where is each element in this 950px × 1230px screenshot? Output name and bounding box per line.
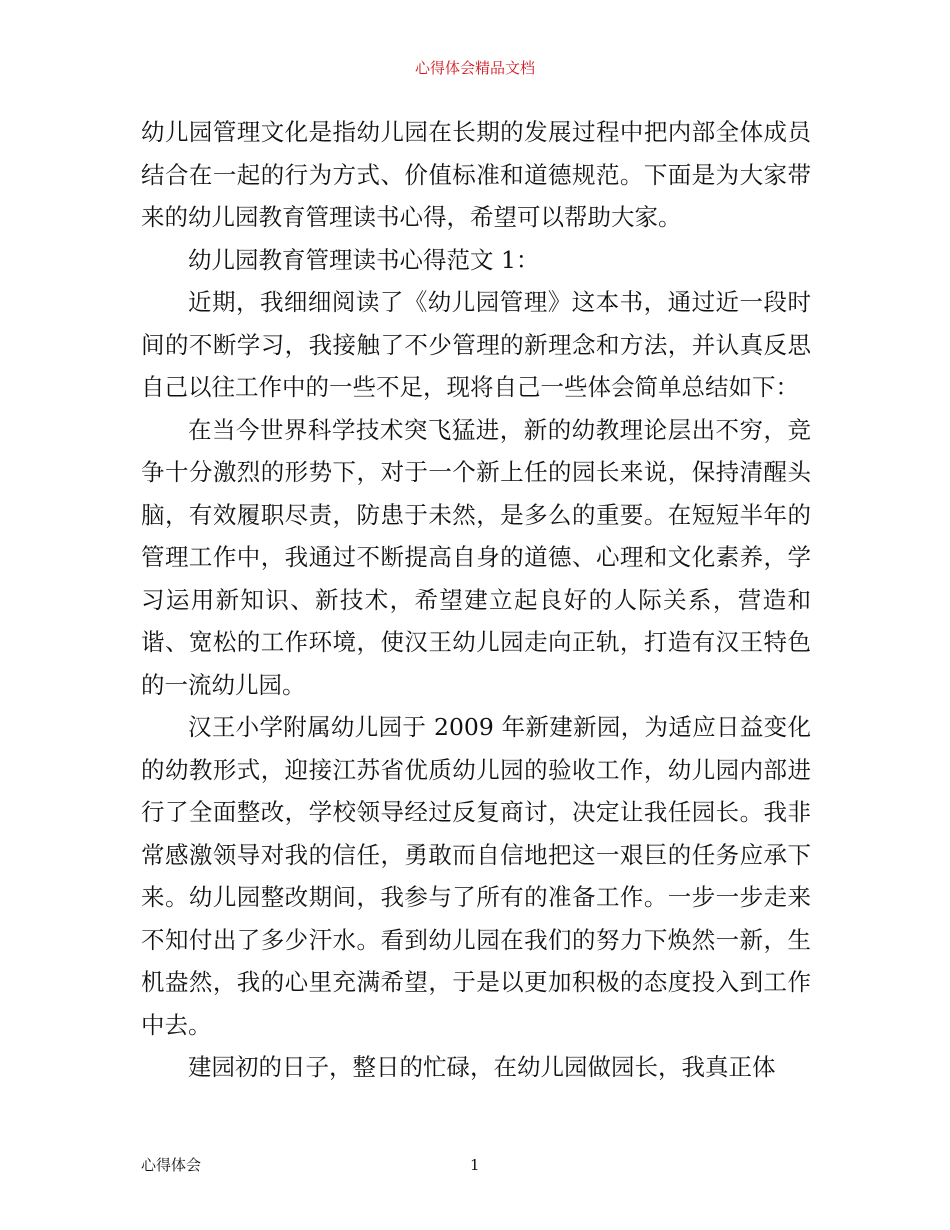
paragraph-intro: 幼儿园管理文化是指幼儿园在长期的发展过程中把内部全体成员结合在一起的行为方式、价值标准和道德规范。下面是为大家带来的幼儿园教育管理读书心得，希望可以帮助大家。 <box>141 118 811 231</box>
paragraph: 汉王小学附属幼儿园于 2009 年新建新园，为适应日益变化的幼教形式，迎接江苏省优质幼儿园的验收工作，幼儿园内部进行了全面整改，学校领导经过反复商讨，决定让我任园长。我非常感激领导对我的信任，勇敢而自信地把这一艰巨的任务应承下来。幼儿园整改期间，我参与了所有的准备工作。一步一步走来不知付出了多少汗水。看到幼儿园在我们的努力下焕然一新，生机盎然，我的心里充满希望，于是以更加积极的态度投入到工作中去。 <box>141 713 811 1039</box>
paragraph-heading-sample-1: 幼儿园教育管理读书心得范文 1： <box>188 245 540 274</box>
page-footer-label: 心得体会 <box>141 1156 202 1174</box>
page-number: 1 <box>470 1156 480 1174</box>
paragraph: 建园初的日子，整日的忙碌，在幼儿园做园长，我真正体 <box>188 1053 776 1081</box>
paragraph: 近期，我细细阅读了《幼儿园管理》这本书，通过近一段时间的不断学习，我接触了不少管理的新理念和方法，并认真反思自己以往工作中的一些不足，现将自己一些体会简单总结如下： <box>141 288 811 401</box>
paragraph: 在当今世界科学技术突飞猛进，新的幼教理论层出不穷，竞争十分激烈的形势下，对于一个新上任的园长来说，保持清醒头脑，有效履职尽责，防患于未然，是多么的重要。在短短半年的管理工作中，我通过不断提高自身的道德、心理和文化素养，学习运用新知识、新技术，希望建立起良好的人际关系，营造和谐、宽松的工作环境，使汉王幼儿园走向正轨，打造有汉王特色的一流幼儿园。 <box>141 415 811 699</box>
page-header-title: 心得体会精品文档 <box>414 59 535 77</box>
document-body <box>141 111 811 1089</box>
